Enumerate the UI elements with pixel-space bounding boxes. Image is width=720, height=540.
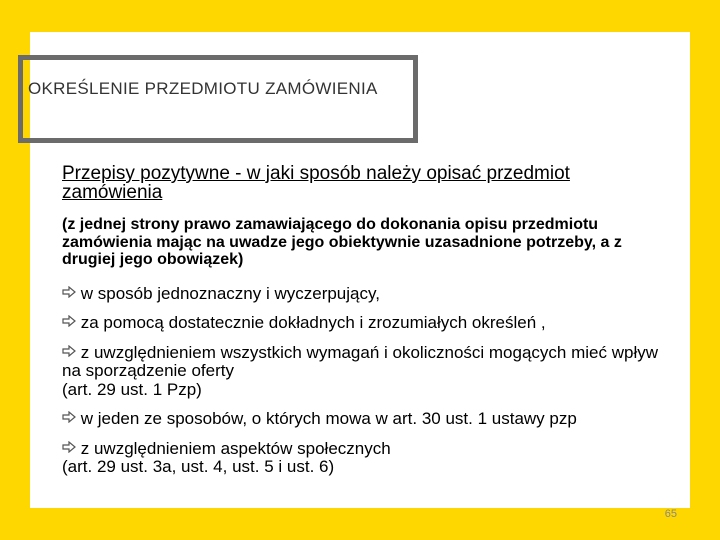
list-item [62, 440, 662, 477]
list-item-text: z uwzględnieniem aspektów społecznych [80, 438, 391, 458]
arrow-right-icon [62, 411, 76, 423]
list-item [62, 314, 662, 333]
list-item-text: za pomocą dostatecznie dokładnych i zrozumiałych określeń , [80, 313, 546, 332]
arrow-right-icon [62, 345, 76, 357]
legal-reference: (art. 29 ust. 3a, ust. 4, ust. 5 i ust. 6) [62, 457, 335, 476]
list-item-text: w sposób jednoznaczny i wyczerpujący, [80, 283, 380, 303]
legal-reference: (art. 29 ust. 1 Pzp) [62, 379, 202, 399]
list-item-text: w jeden ze sposobów, o których mowa w art. 30 ust. 1 ustawy pzp [80, 409, 577, 428]
list-item [62, 410, 662, 429]
arrow-right-icon [62, 441, 76, 453]
slide-title: OKREŚLENIE PRZEDMIOTU ZAMÓWIENIA [28, 79, 378, 98]
section-heading: Przepisy pozytywne - w jaki sposób należy opisać przedmiot zamówienia [62, 163, 570, 203]
list-item-text: z uwzględnieniem wszystkich wymagań i okoliczności mogących mieć wpływ na sporządzenie oferty [62, 342, 658, 380]
page-number: 65 [664, 508, 677, 520]
arrow-right-icon [62, 286, 76, 298]
list-item [62, 285, 662, 304]
content [62, 164, 662, 488]
section-subheading: (z jednej strony prawo zamawiającego do dokonania opisu przedmiotu zamówienia mając na uwadze jego obiektywnie uzasadnione potrzeby, a z drugiej jego obowiązek) [62, 216, 622, 268]
arrow-right-icon [62, 315, 76, 327]
list-item [62, 344, 662, 400]
